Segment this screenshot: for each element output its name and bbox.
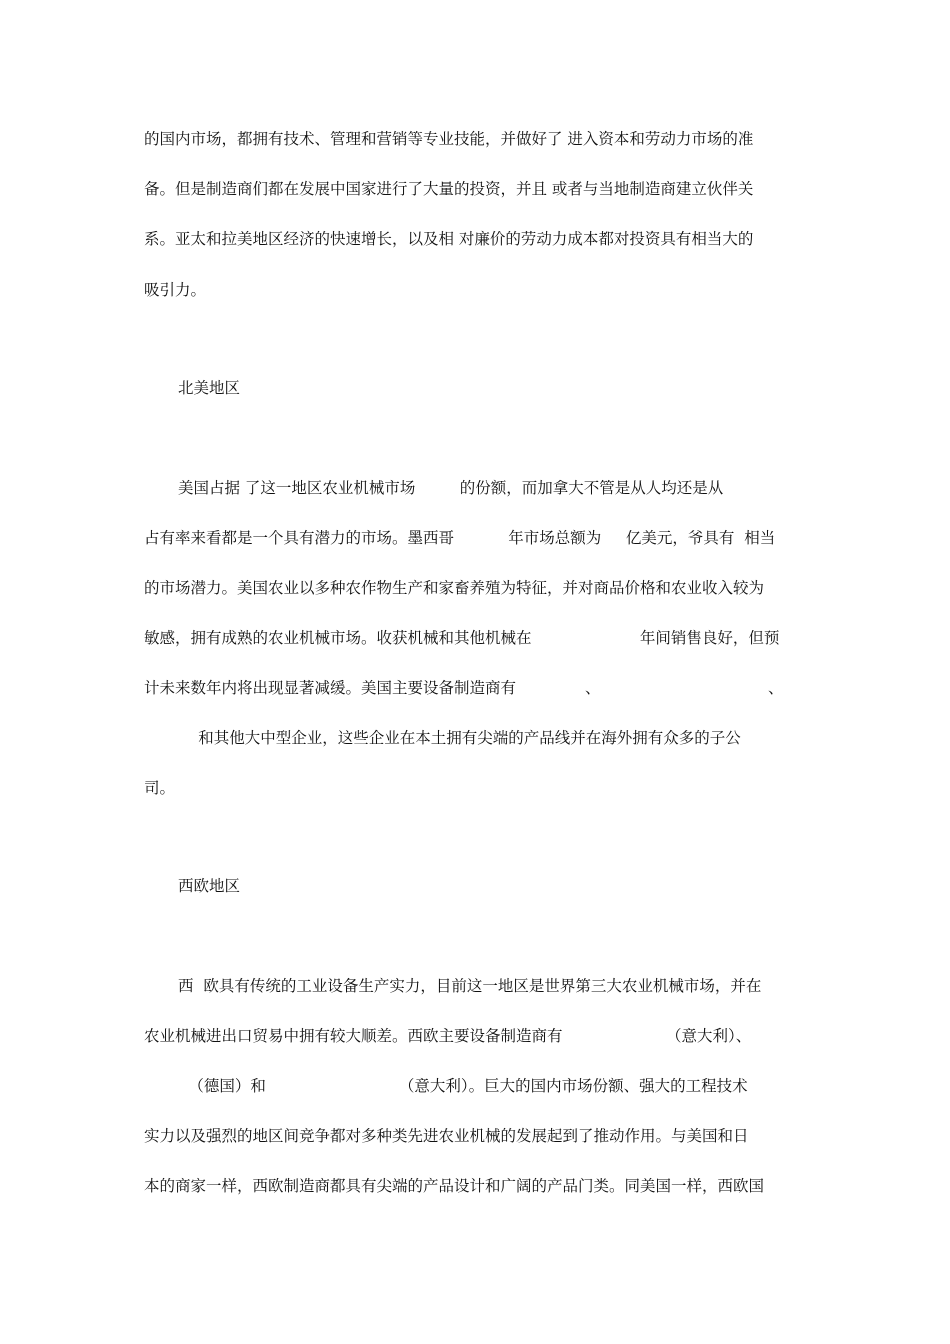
paragraph-line: 和其他大中型企业，这些企业在本土拥有尖端的产品线并在海外拥有众多的子公 xyxy=(144,729,741,747)
paragraph-line: 备。但是制造商们都在发展中国家进行了大量的投资，并且 或者与当地制造商建立伙伴关 xyxy=(144,180,754,198)
paragraph-line: 本的商家一样，西欧制造商都具有尖端的产品设计和广阔的产品门类。同美国一样，西欧国 xyxy=(144,1177,765,1195)
paragraph-line: 司。 xyxy=(144,779,176,797)
paragraph-line: 的市场潜力。美国农业以多种农作物生产和家畜养殖为特征，并对商品价格和农业收入较为 xyxy=(144,579,765,597)
paragraph-line: 农业机械进出口贸易中拥有较大顺差。西欧主要设备制造商有 （意大利）、 xyxy=(144,1027,752,1045)
paragraph-line: 吸引力。 xyxy=(144,281,207,299)
paragraph-line: 敏感，拥有成熟的农业机械市场。收获机械和其他机械在 年间销售良好，但预 xyxy=(144,629,780,647)
paragraph-line: 美国占据 了这一地区农业机械市场 的份额，而加拿大不管是从人均还是从 xyxy=(178,479,724,497)
paragraph-line: （德国）和 （意大利）。巨大的国内市场份额、强大的工程技术 xyxy=(144,1077,748,1095)
paragraph-line: 计未来数年内将出现显著减缓。美国主要设备制造商有 、 、 xyxy=(144,679,784,697)
paragraph-line: 占有率来看都是一个具有潜力的市场。墨西哥 年市场总额为 亿美元，爷具有 相当 xyxy=(144,529,776,547)
paragraph-line: 实力以及强烈的地区间竞争都对多种类先进农业机械的发展起到了推动作用。与美国和日 xyxy=(144,1127,749,1145)
paragraph-line: 系。亚太和拉美地区经济的快速增长，以及相 对廉价的劳动力成本都对投资具有相当大的 xyxy=(144,230,754,248)
paragraph-line: 的国内市场，都拥有技术、管理和营销等专业技能，并做好了 进入资本和劳动力市场的准 xyxy=(144,130,754,148)
section-heading: 北美地区 xyxy=(178,379,241,397)
section-heading: 西欧地区 xyxy=(178,877,241,895)
paragraph-line: 西 欧具有传统的工业设备生产实力，目前这一地区是世界第三大农业机械市场，并在 xyxy=(178,977,762,995)
